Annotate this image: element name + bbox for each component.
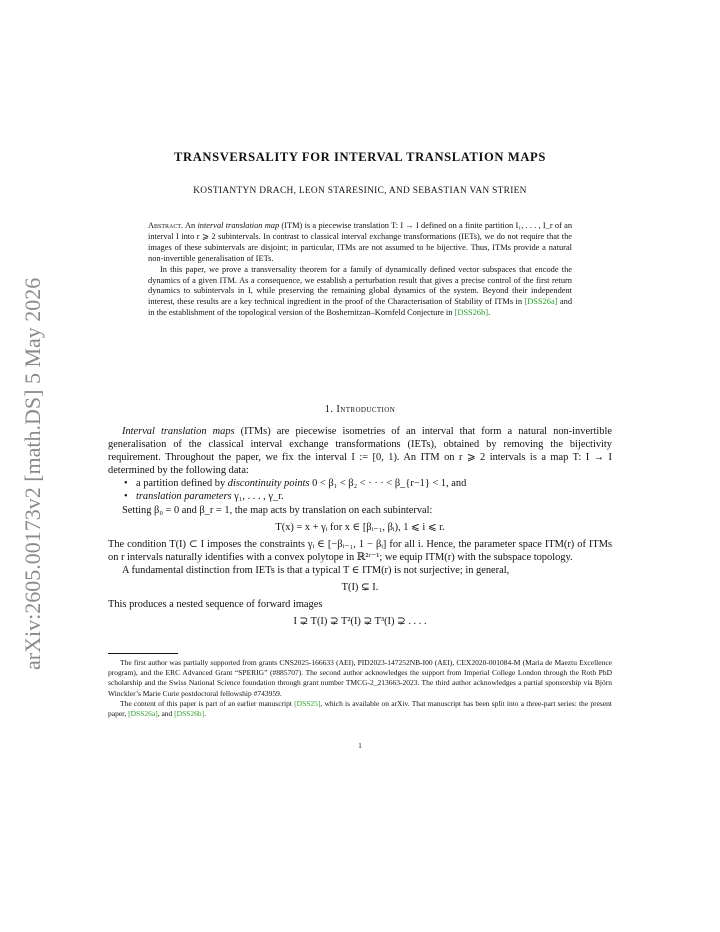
footnote-manuscript: [108, 699, 612, 719]
abstract-paragraph-1: [148, 221, 572, 265]
intro-paragraph: The condition T(I) ⊂ I imposes the constraints γᵢ ∈ [−βᵢ₋₁, 1 − βᵢ] for all i. Hence, the parameter space ITM(r) of ITMs on r intervals naturally identifies with a convex polytope in ℝ²ʳ⁻¹; we equip ITM(r) with the subspace topology.: [108, 538, 612, 563]
arxiv-stamp-svg: [18, 250, 48, 670]
intro-paragraph: [108, 425, 612, 477]
arxiv-side-stamp: [18, 250, 48, 670]
abstract-text: (ITM) is a piecewise translation T: I → I defined on a finite partition I₁, . . . , I_r of an interval I into r ⩾ 2 subintervals. In contrast to classical interval exchange transformations (IETs), we do not require that the images of these subintervals are disjoint; in particular, ITMs are not assumed to be bijective. Thus, ITMs provide a natural non-invertible generalisation of IETs.: [148, 221, 573, 263]
definition-list: [108, 477, 612, 503]
intro-paragraph: Setting β₀ = 0 and β_r = 1, the map acts by translation on each subinterval:: [122, 504, 433, 516]
abstract-text: .: [488, 308, 491, 318]
list-term: translation parameters: [136, 491, 232, 503]
footnotes: [108, 658, 612, 719]
abstract-term: interval translation map: [197, 221, 280, 230]
intro-paragraph: A fundamental distinction from IETs is that a typical T ∈ ITM(r) is not surjective; in general,: [122, 564, 510, 576]
list-text: 0 < β₁ < β₂ < · · · < β_{r−1} < 1, and: [312, 478, 467, 490]
equation-non-surjective: T(I) ⊊ I.: [341, 582, 379, 594]
intro-term: Interval translation maps: [122, 426, 235, 437]
intro-text: (ITMs) are piecewise isometries of an interval that form a natural non-invertible generalisation of the classical interval exchange transformations (IETs), obtained by removing the bijectivity requirement. Throughout the paper, we fix the interval I := [0, 1). An ITM on r ⩾ 2 intervals is a map T: I → I determined by the following data:: [108, 426, 612, 477]
list-text: a partition defined by: [136, 478, 226, 490]
list-item: [136, 477, 612, 490]
abstract-text: An: [184, 221, 196, 230]
list-item: [136, 490, 612, 503]
citation-link[interactable]: [DSS26b]: [174, 709, 205, 719]
footnote-text: , and: [157, 709, 173, 719]
abstract-paragraph-2: [148, 265, 572, 320]
equation-nested-images: I ⊋ T(I) ⊋ T²(I) ⊋ T³(I) ⊋ . . . .: [293, 616, 427, 628]
list-term: discontinuity points: [227, 478, 310, 490]
abstract-text: and in the establishment of the topological version of the Boshernitzan–Kornfeld Conjecture in: [148, 297, 573, 318]
abstract: [148, 221, 572, 319]
footnote-text: .: [204, 709, 207, 719]
footnote-text: , which is available on arXiv. That manuscript has been split into a three-part series: the present paper,: [108, 698, 612, 719]
citation-link[interactable]: [DSS25]: [294, 698, 321, 708]
paper-title: TRANSVERSALITY FOR INTERVAL TRANSLATION MAPS: [174, 150, 546, 164]
paper-authors: KOSTIANTYN DRACH, LEON STARESINIC, AND SEBASTIAN VAN STRIEN: [193, 186, 527, 196]
intro-paragraph: This produces a nested sequence of forward images: [108, 599, 323, 611]
citation-link[interactable]: [DSS26b]: [454, 308, 489, 318]
arxiv-stamp-text: arXiv:2605.00173v2 [math.DS] 5 May 2026: [20, 277, 45, 670]
introduction-body: [108, 425, 612, 632]
list-text: γ₁, . . . , γ_r.: [234, 491, 284, 503]
footnote-text: The content of this paper is part of an earlier manuscript: [120, 698, 292, 708]
footnote-funding: The first author was partially supported from grants CNS2025-166633 (AEI), PID2023-147252NB-I00 (AEI), CEX2020-001084-M (Maria de Maeztu Excellence program), and the ERC Advanced Grant “SPERIG” (#885707). The second author acknowledges the support from Imperial College London through the Roth PhD scholarship and the Swiss National Science foundation through grant number TMCG-2_213663-2023. The third author acknowledges a partial sponsorship via Björn Winckler’s Marie Curie postdoctoral fellowship #743959.: [108, 658, 612, 698]
abstract-text: In this paper, we prove a transversality theorem for a family of dynamically defined vector subspaces that encode the dynamics of a given ITM. As a consequence, we establish a perturbation result that gives a precise control of the first return dynamics to subintervals in I, while preserving the remaining global dynamics of the system. Beyond their independent interest, these results are a key technical ingredient in the proof of the Characterisation of Stability of ITMs in: [148, 264, 572, 307]
equation-translation: T(x) = x + γᵢ for x ∈ [βᵢ₋₁, βᵢ), 1 ⩽ i ⩽ r.: [275, 521, 445, 533]
citation-link[interactable]: [DSS26a]: [128, 709, 158, 719]
page-number: 1: [358, 741, 362, 750]
abstract-label: Abstract.: [148, 221, 184, 230]
section-heading: 1. Introduction: [324, 404, 396, 415]
citation-link[interactable]: [DSS26a]: [524, 297, 558, 307]
footnote-rule: [108, 653, 178, 654]
